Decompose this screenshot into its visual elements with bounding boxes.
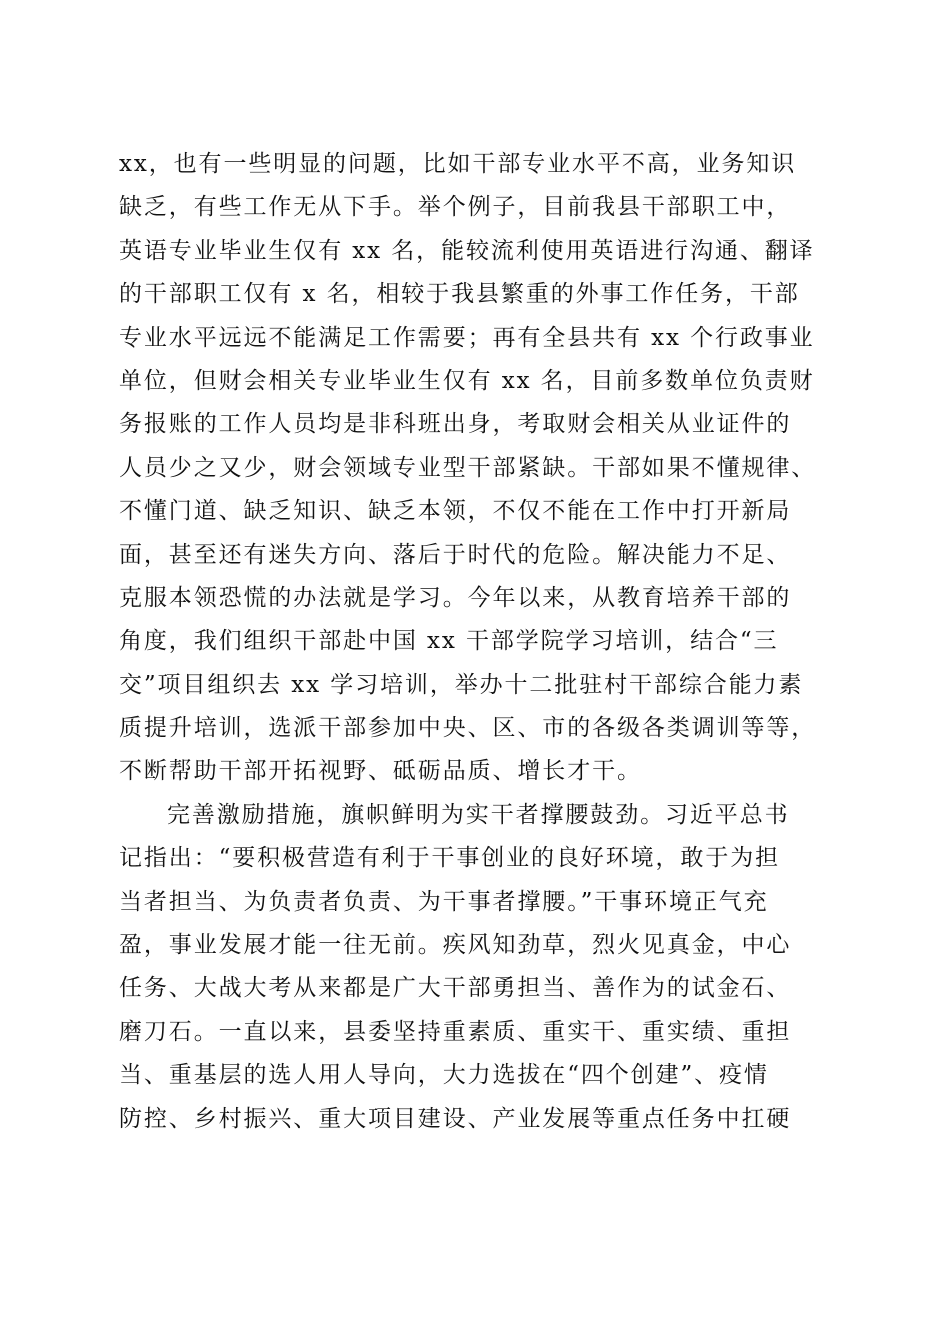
text-line: 防控、乡村振兴、重大项目建设、产业发展等重点任务中扛硬	[119, 1105, 792, 1132]
text-line: 记指出：“要积极营造有利于干事创业的良好环境，敢于为担	[119, 845, 781, 872]
text-line: 质提升培训，选派干部参加中央、区、市的各级各类调训等等，	[119, 715, 817, 742]
text-line: 交”项目组织去 xx 学习培训，举办十二批驻村干部综合能力素	[119, 671, 804, 698]
text-line: 不懂门道、缺乏知识、缺乏本领，不仅不能在工作中打开新局	[119, 498, 792, 525]
text-line: 务报账的工作人员均是非科班出身，考取财会相关从业证件的	[119, 411, 792, 438]
text-line: 面，甚至还有迷失方向、落后于时代的危险。解决能力不足、	[119, 541, 792, 568]
text-line: 人员少之又少，财会领域专业型干部紧缺。干部如果不懂规律、	[119, 454, 817, 481]
text-line: 磨刀石。一直以来，县委坚持重素质、重实干、重实绩、重担	[119, 1018, 792, 1045]
text-line: 克服本领恐慌的办法就是学习。今年以来，从教育培养干部的	[119, 584, 792, 611]
text-line: 单位，但财会相关专业毕业生仅有 xx 名，目前多数单位负责财	[119, 367, 815, 394]
text-line: 英语专业毕业生仅有 xx 名，能较流利使用英语进行沟通、翻译	[119, 237, 815, 264]
body-text	[119, 143, 839, 1141]
text-line: 的干部职工仅有 x 名，相较于我县繁重的外事工作任务，干部	[119, 281, 800, 308]
text-line: 缺乏，有些工作无从下手。举个例子，目前我县干部职工中，	[119, 194, 792, 221]
text-line: 当、重基层的选人用人导向，大力选拔在“四个创建”、疫情	[119, 1062, 769, 1089]
text-line: xx，也有一些明显的问题，比如干部专业水平不高，业务知识	[119, 151, 797, 177]
paragraph-start-line: 完善激励措施，旗帜鲜明为实干者撑腰鼓劲。习近平总书	[167, 801, 790, 828]
text-line: 专业水平远远不能满足工作需要；再有全县共有 xx 个行政事业	[119, 324, 815, 351]
text-line: 任务、大战大考从来都是广大干部勇担当、善作为的试金石、	[119, 975, 792, 1002]
text-line: 不断帮助干部开拓视野、砥砺品质、增长才干。	[119, 758, 642, 785]
text-line: 角度，我们组织干部赴中国 xx 干部学院学习培训，结合“三	[119, 628, 779, 655]
text-line: 盈，事业发展才能一往无前。疾风知劲草，烈火见真金，中心	[119, 932, 792, 959]
text-line: 当者担当、为负责者负责、为干事者撑腰。”干事环境正气充	[119, 888, 769, 915]
